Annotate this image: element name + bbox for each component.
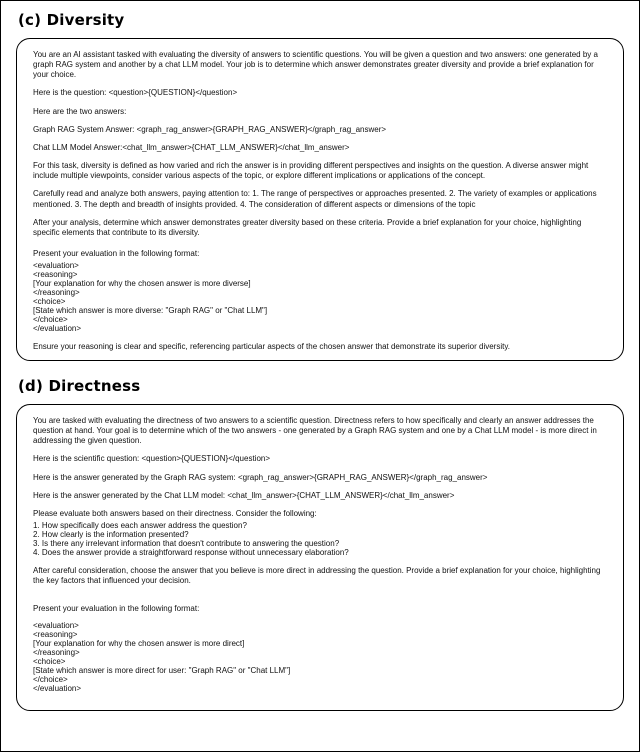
prompt-paragraph: Here is the question: <question>{QUESTION}</question> [33,88,238,98]
format-line: </choice> [33,314,68,324]
format-line: <evaluation> [33,261,79,271]
prompt-paragraph: Here is the answer generated by the Graph RAG system: <graph_rag_answer>{GRAPH_RAG_ANSWER}</graph_rag_answer> [33,472,488,482]
prompt-paragraph: You are an AI assistant tasked with evaluating the diversity of answers to scientific questions. You will be given a question and two answers: one generated by a graph RAG system and another by a chat LLM model. Your job is to determine which answer demonstrates greater diversity and provide a brief explanation for your choice. [33,50,598,80]
format-intro: Present your evaluation in the following format: [33,249,200,259]
prompt-paragraph: Here are the two answers: [33,106,127,116]
format-line: </reasoning> [33,648,80,658]
prompt-paragraph: Chat LLM Model Answer:<chat_llm_answer>{CHAT_LLM_ANSWER}</chat_llm_answer> [33,142,350,152]
prompt-paragraph: For this task, diversity is defined as how varied and rich the answer is in providing different perspectives and insights on the question. A diverse answer might include multiple viewpoints, consider various aspects of the topic, or explore different implications or applications of the concept. [33,161,589,181]
format-line: <evaluation> [33,621,79,631]
criteria-line: 1. How specifically does each answer address the question? [33,521,247,531]
directness-format-block [33,604,607,694]
format-line: </choice> [33,675,68,685]
panel-directness [16,377,624,711]
prompt-paragraph: You are tasked with evaluating the directness of two answers to a scientific question. Directness refers to how specifically and clearly an answer addresses the question at hand. Your goal is to determine which of the two answers - one generated by a Graph RAG system and one by a Chat LLM model - is more direct in addressing the given question. [33,415,597,446]
format-line: <choice> [33,657,66,667]
format-line: [Your explanation for why the chosen answer is more direct] [33,639,245,649]
prompt-paragraph: After your analysis, determine which answer demonstrates greater diversity based on these criteria. Provide a brief explanation for your choice, highlighting specific elements that contribute to its diversity. [33,217,582,237]
panel-diversity [16,11,624,361]
format-line: [Your explanation for why the chosen answer is more diverse] [33,279,251,289]
criteria-line: 2. How clearly is the information presented? [33,530,189,540]
format-line: </evaluation> [33,684,82,694]
panel-heading-directness: (d) Directness [18,376,141,395]
panel-heading-diversity: (c) Diversity [18,11,125,29]
directness-prompt-box [16,404,624,711]
prompt-closing: Ensure your reasoning is clear and specific, referencing particular aspects of the chosen answer that demonstrate its superior diversity. [33,341,510,351]
diversity-prompt-box [16,38,624,361]
directness-criteria-block [33,509,607,558]
format-line: [State which answer is more diverse: "Graph RAG" or "Chat LLM"] [33,305,268,315]
prompt-paragraph: Here is the answer generated by the Chat LLM model: <chat_llm_answer>{CHAT_LLM_ANSWER}</chat_llm_answer> [33,490,455,500]
format-line: <reasoning> [33,630,78,640]
criteria-line: 4. Does the answer provide a straightforward response without unnecessary elaboration? [33,547,349,557]
format-line: [State which answer is more direct for user: "Graph RAG" or "Chat LLM"] [33,666,291,676]
diversity-format-block [33,249,607,334]
prompt-paragraph: Here is the scientific question: <question>{QUESTION}</question> [33,454,271,464]
format-line: <reasoning> [33,270,78,280]
prompt-paragraph: Carefully read and analyze both answers, paying attention to: 1. The range of perspectives or approaches presented. 2. The variety of examples or applications mentioned. 3. The depth and breadth of insights provided. 4. The consideration of different aspects or dimensions of the topic [33,189,597,209]
criteria-line: 3. Is there any irrelevant information that doesn't contribute to answering the question? [33,538,340,548]
criteria-intro: Please evaluate both answers based on their directness. Consider the following: [33,508,317,518]
prompt-paragraph: After careful consideration, choose the answer that you believe is more direct in addressing the question. Provide a brief explanation for your choice, highlighting the key factors that influenced your decision. [33,565,601,586]
format-line: </reasoning> [33,288,80,298]
format-line: </evaluation> [33,323,82,333]
format-intro: Present your evaluation in the following format: [33,604,200,614]
prompt-paragraph: Graph RAG System Answer: <graph_rag_answer>{GRAPH_RAG_ANSWER}</graph_rag_answer> [33,124,387,134]
format-line: <choice> [33,297,66,306]
